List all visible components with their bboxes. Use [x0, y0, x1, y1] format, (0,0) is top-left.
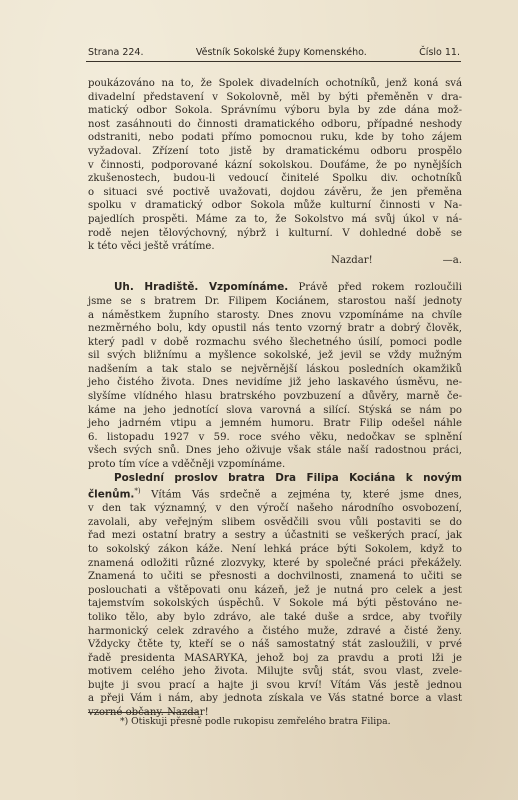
text-line: harmonický celek zdravého a čistého muže, zdravé a čisté ženy. [88, 625, 462, 637]
text-line: bujte ji svou prací a hajte ji svou krví! Vítám Vás jestě jednou [88, 679, 462, 691]
text-line: káme na jeho jednotící slova varovná a silící. Stýská se nám po [88, 404, 462, 416]
text-line: nost zasáhnouti do činnosti dramatického odboru, případné neshody [88, 118, 462, 130]
text-line: nezměrného bolu, kdy opustil nás tento vzorný bratr a dobrý člověk, [88, 323, 462, 335]
text-line [88, 485, 462, 502]
text-line: a náměstkem župního starosty. Dnes znovu vzpomínáme na chvíle [88, 309, 462, 321]
article-vzpominame [88, 281, 462, 471]
body-text [88, 77, 462, 720]
text-line: matický odbor Sokola. Správnímu výboru byla by zde dána mož- [88, 105, 462, 117]
article-heading-cont: členům. [88, 488, 135, 501]
text-line: jsme se s bratrem Dr. Filipem Kociánem, starostou naší jednoty [88, 295, 462, 307]
closing-line [88, 254, 462, 268]
text-line: vzorné občany. Nazdar! [88, 707, 209, 719]
text-line: znamená odložiti různé zlozvyky, které by společné práci překážely. [88, 557, 462, 569]
text-line: 6. listopadu 1927 v 59. roce svého věku, nedočkav se splnění [88, 431, 462, 443]
text-line: řad mezi ostatní bratry a sestry a účastniti se veškerých prací, jak [88, 530, 462, 542]
text-line: Znamená to učiti se přesnosti a dochvilnosti, znamená to učiti se [88, 571, 462, 583]
header-rule [86, 61, 461, 62]
greeting: Nazdar! [331, 254, 373, 266]
text-line: v den tak významný, v den výročí našeho národního osvobození, [88, 503, 462, 515]
text-line: sil svých bližnímu a myšlence sokolské, jež jevil se vždy mužným [88, 350, 462, 362]
text-line: poslouchati a vštěpovati onu kázeň, jež je nutná pro celek a jest [88, 584, 462, 596]
text-line: zavolali, aby veřejným slibem osvědčili svou vůli postaviti se do [88, 516, 462, 528]
text-line: o situaci své poctivě uvažovati, dojdou závěru, že jen přeměna [88, 186, 462, 198]
article-heading: Uh. Hradiště. Vzpomínáme. [114, 281, 289, 294]
footnote-mark: *) [134, 487, 141, 496]
text-line: v činnosti, podporované kázní sokolskou. Doufáme, že po nynějších [88, 159, 462, 171]
text-line: proto tím více a vděčněji vzpomínáme. [88, 459, 286, 471]
text-line [88, 281, 462, 295]
text-line [88, 472, 462, 486]
journal-title: Věstník Sokolské župy Komenského. [195, 47, 367, 58]
issue-number: Číslo 11. [419, 47, 460, 58]
text-line: zkušenostech, budou-li vedoucí činitelé Spolku div. ochotníků [88, 173, 462, 185]
text-line: jeho čistého života. Dnes nevidíme již jeho laskavého úsměvu, ne- [88, 377, 462, 389]
footnote-rule [88, 712, 198, 713]
text-line: tajemstvím sokolských úspěchů. V Sokole má býti pěstováno ne- [88, 598, 462, 610]
text-line: divadelní představení v Sokolovně, měl by býti přeměněn v dra- [88, 91, 462, 103]
text-line: nadšením a tak stalo se nejvěrnější láskou posledních okamžiků [88, 363, 462, 375]
article-heading: Poslední proslov bratra Dra Filipa Kociána k novým [114, 471, 462, 484]
text-fragment: Právě před rokem rozloučili [298, 282, 462, 294]
text-line: k této věci ještě vrátíme. [88, 241, 215, 253]
text-line: spolku v dramatický odbor Sokola může kulturní činnosti v Na- [88, 200, 462, 212]
text-line: jeho jadrném vtipu a jemném humoru. Bratr Filip odešel náhle [88, 418, 462, 430]
signature: —a. [442, 254, 462, 266]
text-line: poukázováno na to, že Spolek divadelních ochotníků, jenž koná svá [88, 78, 462, 89]
text-line: a přeji Vám i nám, aby jednota získala ve Vás statné borce a vlast [88, 693, 462, 705]
text-line: který padl v době rozmachu svého šlechetného úsilí, pomoci podle [88, 336, 462, 348]
text-line: toliko tělo, aby bylo zdrávo, ale také duše a srdce, aby tvořily [88, 611, 462, 623]
text-line: rodě nejen tělovýchovný, nýbrž i kulturní. V dohledné době se [88, 227, 462, 239]
page-header [88, 47, 460, 59]
text-line: to sokolský zákon káže. Není lehká práce býti Sokolem, když to [88, 543, 462, 555]
text-line: slyšíme vlídného hlasu bratrského povzbuzení a důvěry, marně če- [88, 391, 462, 403]
article-last-speech [88, 472, 462, 720]
text-line: odstraniti, nebo podati přímo pomocnou ruku, kde by toho zájem [88, 132, 462, 144]
text-line: vyžadoval. Zřízení toto jistě by dramatickému odboru prospělo [88, 145, 462, 157]
text-line: motivem celého jeho života. Milujte svůj stát, svou vlast, zvele- [88, 666, 462, 678]
text-line: řadě presidenta MASARYKA, jehož boj za pravdu a proti lži je [88, 652, 462, 664]
text-line: všech svých snů. Dnes jeho oživuje však stále naší radostnou práci, [88, 445, 462, 457]
footnote: *) Otiskuji přesně podle rukopisu zemřelého bratra Filipa. [120, 716, 391, 727]
text-line: pajedlích prospěti. Máme za to, že Sokolstvo má svůj úkol v ná- [88, 213, 462, 225]
text-fragment: Vítám Vás srdečně a zejména ty, které jsme dnes, [151, 489, 462, 501]
text-line: Vždycky čtěte ty, kteří se o náš samostatný stát zasloužili, v prvé [88, 639, 462, 651]
page-number: Strana 224. [88, 47, 144, 58]
article-sokol-theatre [88, 77, 462, 267]
